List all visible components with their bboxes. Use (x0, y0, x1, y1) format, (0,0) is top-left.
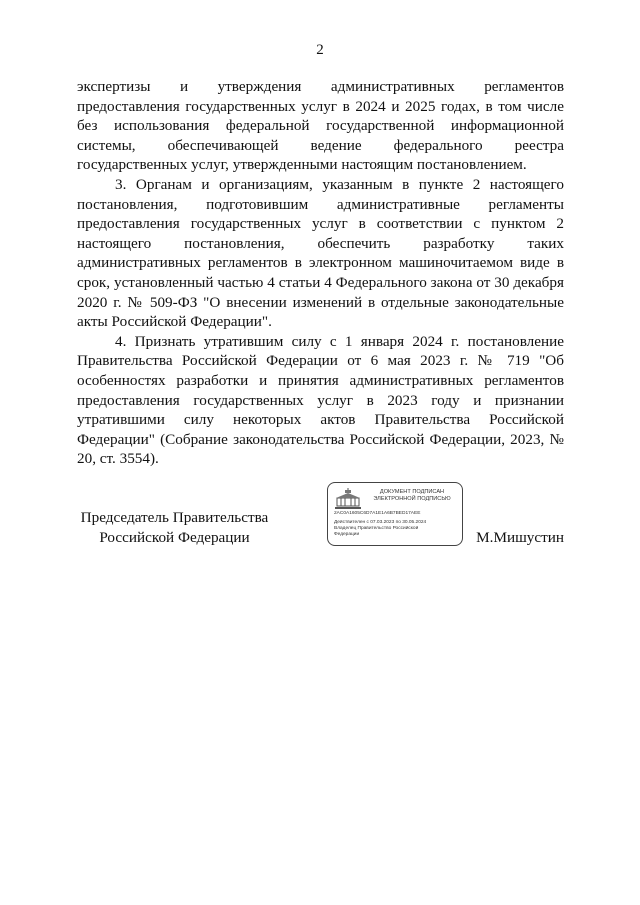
electronic-signature-stamp (327, 482, 463, 546)
paragraph-item-4: 4. Признать утратившим силу с 1 января 2024 г. постановление Правительства Российской Федерации от 6 мая 2023 г. № 719 "Об особенностях разработки и принятия административных регламентов предоставления государственных услуг в 2023 году и признании утратившими силу некоторых актов Правительства Российской Федерации" (Собрание законодательства Российской Федерации, 2023, № 20, ст. 3554). (77, 332, 564, 468)
stamp-header (364, 489, 460, 503)
government-building-icon (334, 488, 362, 510)
document-body (77, 77, 564, 469)
stamp-owner-line-1: Владелец Правительство Российской (334, 526, 419, 531)
stamp-owner-line-2: Федерации (334, 532, 360, 537)
stamp-header-line-1: ДОКУМЕНТ ПОДПИСАН (379, 489, 445, 495)
signer-name: М.Мишустин (476, 529, 564, 546)
stamp-validity: Действителен с 07.03.2023 по 30.05.2024 (334, 520, 427, 525)
stamp-header-line-2: ЭЛЕКТРОННОЙ ПОДПИСЬЮ (373, 496, 451, 502)
signer-title-line-2: Российской Федерации (99, 528, 250, 546)
paragraph-item-3: 3. Органам и организациям, указанным в пункте 2 настоящего постановления, подготовившим административные регламенты предоставления государственных услуг в соответствии с пунктом 2 настоящего постановления, обеспечить разработку таких административных регламентов в электронном машиночитаемом виде в срок, установленный частью 4 статьи 4 Федерального закона от 30 декабря 2020 г. № 509-ФЗ "О внесении изменений в отдельные законодательные акты Российской Федерации". (77, 175, 564, 331)
paragraph-continuation: экспертизы и утверждения административных регламентов предоставления государственных услуг в 2024 и 2025 годах, в том числе без использования федеральной государственной информационной системы, обеспечивающей ведение федерального реестра государственных услуг, утвержденными настоящим постановлением. (77, 78, 564, 174)
stamp-certificate-serial: 2AC0A1605C6D7A1E1A6B7BED17AEE (334, 511, 421, 516)
signer-title (77, 508, 272, 547)
signature-block (0, 480, 640, 560)
page-number: 2 (316, 42, 324, 58)
signer-title-line-1: Председатель Правительства (80, 509, 269, 526)
